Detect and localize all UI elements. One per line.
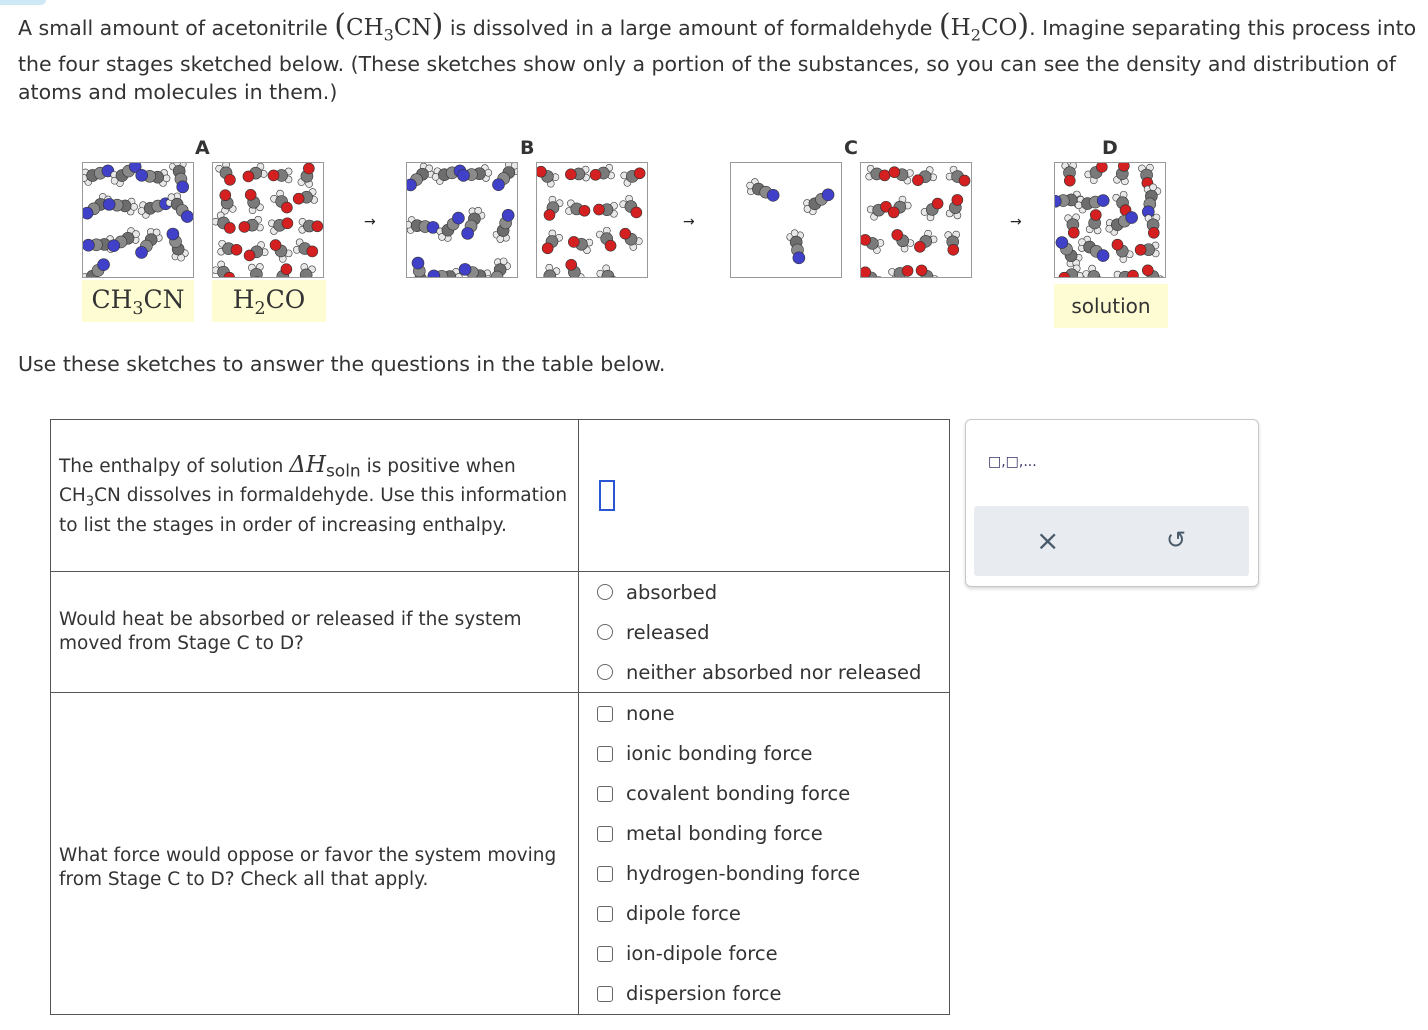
top-corner-accent [0, 0, 46, 5]
stage-order-input[interactable] [599, 480, 615, 511]
question-table [50, 419, 950, 1015]
stage-c-separated-acetonitrile-sketch [730, 162, 842, 278]
checkbox[interactable] [597, 906, 613, 922]
solution-label: solution [1054, 284, 1168, 328]
intro-paragraph: A small amount of acetonitrile $(CH_3CN)$ is dissolved in a large amount of formaldehyde $(H_2CO)$. Imagine separating this process into the four stages sketched below. (These sketches show only a portion of the substances, so you can see the density and distribution of atoms and molecules in them.) [18, 8, 1417, 104]
checkbox[interactable] [597, 986, 613, 1002]
arrow-b-to-c-icon: → [683, 214, 695, 230]
intro-text-1: A small amount of acetonitrile [18, 16, 335, 40]
stage-label-a: A [195, 137, 210, 159]
acetonitrile-label: $CH_3CN$ [82, 280, 194, 322]
stage-label-c: C [844, 137, 858, 159]
arrow-a-to-b-icon: → [364, 214, 376, 230]
heat-options [579, 572, 950, 693]
radio-option-released[interactable]: released [579, 612, 949, 652]
question-row-order [51, 420, 950, 572]
order-answer-cell [579, 420, 950, 572]
stage-label-b: B [520, 137, 535, 159]
stage-b-acetonitrile-sketch [406, 162, 518, 278]
checkbox[interactable] [597, 866, 613, 882]
arrow-c-to-d-icon: → [1010, 214, 1022, 230]
radio-button[interactable] [597, 584, 613, 600]
checkbox-option-hydrogen[interactable]: hydrogen-bonding force [579, 854, 949, 894]
answer-toolbox [965, 419, 1259, 587]
checkbox-option-none[interactable]: none [579, 694, 949, 734]
stage-d-solution-sketch [1054, 162, 1166, 278]
undo-icon[interactable]: ↺ [1166, 526, 1187, 554]
checkbox[interactable] [597, 706, 613, 722]
acetonitrile-formula: $CH_3CN$ [345, 15, 432, 45]
stage-a-formaldehyde-sketch [212, 162, 324, 278]
clear-icon[interactable]: × [1036, 524, 1060, 557]
stage-c-formaldehyde-sketch [860, 162, 972, 278]
stage-b-formaldehyde-sketch [536, 162, 648, 278]
checkbox-option-ion-dipole[interactable]: ion-dipole force [579, 934, 949, 974]
checkbox-option-dipole[interactable]: dipole force [579, 894, 949, 934]
stage-label-d: D [1102, 137, 1118, 159]
stage-a-acetonitrile-sketch [82, 162, 194, 278]
checkbox-option-dispersion[interactable]: dispersion force [579, 974, 949, 1014]
radio-option-absorbed[interactable]: absorbed [579, 572, 949, 612]
checkbox[interactable] [597, 746, 613, 762]
radio-button[interactable] [597, 624, 613, 640]
checkbox-option-metal[interactable]: metal bonding force [579, 814, 949, 854]
question-order-text: The enthalpy of solution $\Delta H_{soln}$ is positive when $CH_3CN$ dissolves in formaldehyde. Use this information to list the stages in order of increasing enthalpy. [51, 420, 579, 572]
checkbox[interactable] [597, 946, 613, 962]
checkbox[interactable] [597, 826, 613, 842]
intro-text-2: is dissolved in a large amount of formaldehyde [443, 16, 939, 40]
checkbox-option-covalent[interactable]: covalent bonding force [579, 774, 949, 814]
question-heat-text: Would heat be absorbed or released if the system moved from Stage C to D? [51, 572, 579, 693]
instruction-text: Use these sketches to answer the questions in the table below. [18, 352, 666, 376]
question-forces-text: What force would oppose or favor the system moving from Stage C to D? Check all that apply. [51, 693, 579, 1015]
intro-text-3: . Imagine separating this process into the four stages sketched below. (These sketches show only a portion of the substances, so you can see the density and distribution of atoms and molecules in them.) [18, 16, 1417, 104]
radio-button[interactable] [597, 664, 613, 680]
toolbox-action-bar [974, 506, 1249, 576]
radio-option-neither[interactable]: neither absorbed nor released [579, 652, 949, 692]
list-template-icon[interactable]: □,□,... [988, 454, 1037, 470]
question-row-heat [51, 572, 950, 693]
force-options [579, 693, 950, 1015]
question-row-forces [51, 693, 950, 1015]
formaldehyde-label: $H_2CO$ [212, 280, 326, 322]
formaldehyde-formula: $H_2CO$ [950, 15, 1018, 45]
checkbox[interactable] [597, 786, 613, 802]
checkbox-option-ionic[interactable]: ionic bonding force [579, 734, 949, 774]
